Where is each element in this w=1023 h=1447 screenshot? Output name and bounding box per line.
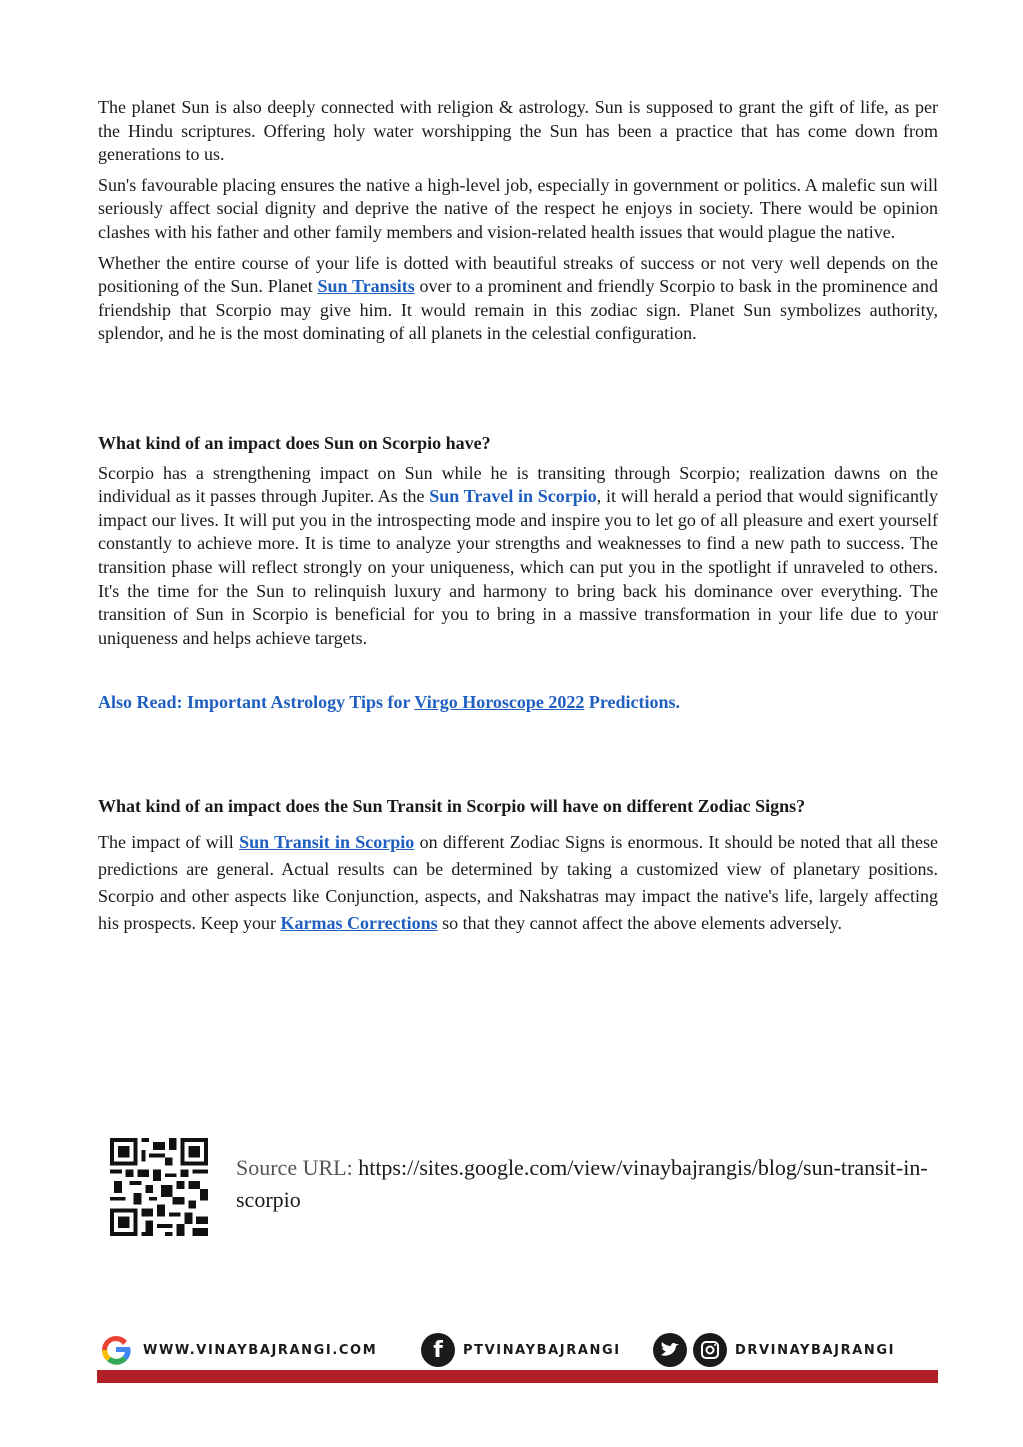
text: Also Read: Important Astrology Tips for: [98, 692, 415, 713]
also-read: [98, 692, 938, 713]
text: Scorpio has a strengthening impact on Sun while he is transiting through Scorpio; realization dawns on the individual as it passes through Jupiter. As the: [98, 462, 938, 507]
paragraph-impact: [98, 462, 938, 651]
instagram-icon: [693, 1333, 727, 1367]
article-body: [98, 96, 938, 938]
paragraph-positioning: [98, 252, 938, 346]
paragraph-religion: The planet Sun is also deeply connected with religion & astrology. Sun is supposed to grant the gift of life, as per the Hindu scriptures. Offering holy water worshipping the Sun has been a practice that has come down from generations to us.: [98, 97, 938, 165]
twitter-instagram-item: [653, 1332, 895, 1368]
website-text[interactable]: WWW.VINAYBAJRANGI.COM: [143, 1342, 378, 1358]
paragraph-favourable-placing: Sun's favourable placing ensures the native a high-level job, especially in government or politics. A malefic sun will seriously affect social dignity and deprive the native of the respect he enjoys in society. There would be opinion clashes with his father and other family members and vision-related health issues that would plague the native.: [98, 174, 938, 242]
source-label: Source URL:: [236, 1155, 359, 1180]
text: on different Zodiac Signs is enormous. It should be noted that all these predictions are general. Actual results can be determined by taking a customized view of planetary positions. Scorpio and other aspects like Conjunction, aspects, and Nakshatras may impact the native's life, largely affecting his prospects. Keep your: [98, 831, 938, 934]
source-block: [110, 1138, 940, 1238]
karmas-corrections-link[interactable]: Karmas Corrections: [280, 913, 438, 934]
virgo-horoscope-link[interactable]: Virgo Horoscope 2022: [414, 692, 585, 713]
text: The impact of will: [98, 831, 240, 852]
qr-code-icon: [110, 1138, 208, 1236]
facebook-text[interactable]: PTVINAYBAJRANGI: [463, 1342, 621, 1358]
paragraph-zodiac-impact: [98, 829, 938, 938]
section-heading-zodiac: What kind of an impact does the Sun Transit in Scorpio will have on different Zodiac Signs?: [98, 796, 806, 817]
source-url-link[interactable]: https://sites.google.com/view/vinaybajrangis/blog/sun-transit-in-scorpio: [236, 1155, 928, 1212]
sun-travel-highlight: Sun Travel in Scorpio: [429, 486, 597, 507]
twitter-instagram-text[interactable]: DRVINAYBAJRANGI: [735, 1342, 896, 1358]
sun-transit-scorpio-link[interactable]: Sun Transit in Scorpio: [239, 831, 415, 852]
text: Whether the entire course of your life is dotted with beautiful streaks of success or not very well depends on the positioning of the Sun. Planet: [98, 252, 938, 297]
website-item: [99, 1332, 377, 1368]
footer-banner: [97, 1330, 938, 1384]
facebook-item: [421, 1332, 621, 1368]
source-url: [236, 1152, 936, 1216]
facebook-icon: f: [421, 1333, 455, 1367]
text: over to a prominent and friendly Scorpio to bask in the prominence and friendship that Scorpio may give him. It would remain in this zodiac sign. Planet Sun symbolizes authority, splendor, and he is the most dominating of all planets in the celestial configuration.: [98, 276, 938, 344]
twitter-icon: [653, 1333, 687, 1367]
sun-transits-link[interactable]: Sun Transits: [317, 276, 415, 297]
text: so that they cannot affect the above elements adversely.: [437, 913, 842, 934]
text: , it will herald a period that would significantly impact our lives. It will put you in the introspecting mode and inspire you to let go of all pleasure and exert yourself constantly to achieve more. It is time to analyze your strengths and weaknesses to find a new path to success. The transition phase will reflect strongly on your uniqueness, which can put you in the spotlight if unraveled to others. It's the time for the Sun to relinquish luxury and harmony to bring back his dominance over everything. The transition of Sun in Scorpio is beneficial for you to bring in a massive transformation in your life due to your uniqueness and helps achieve targets.: [98, 486, 938, 648]
google-icon: [99, 1333, 133, 1367]
section-heading-impact: What kind of an impact does Sun on Scorpio have?: [98, 432, 491, 453]
text: Predictions.: [584, 692, 681, 713]
footer-bar: [97, 1370, 938, 1383]
